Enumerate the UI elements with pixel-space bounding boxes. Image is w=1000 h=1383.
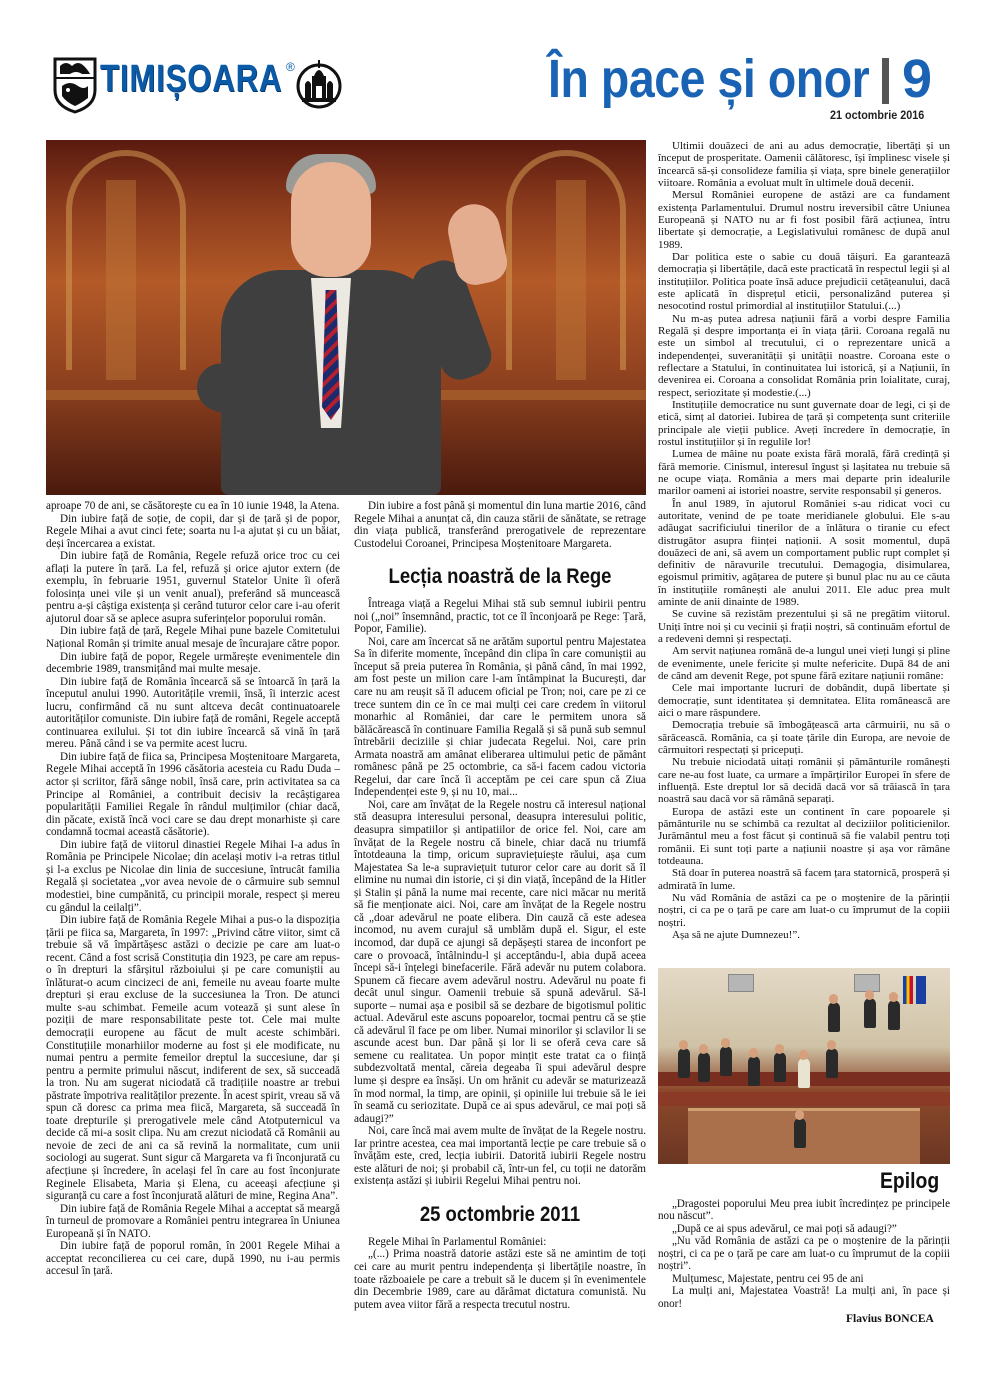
issue-date: 21 octombrie 2016 xyxy=(830,108,925,122)
section-heading-25-octombrie: 25 octombrie 2011 xyxy=(419,1202,581,1226)
title-divider xyxy=(882,58,889,104)
paragraph: Noi, care am încercat să ne arătăm suportul pentru Majestatea Sa în diferite momente, începând din clipa în care comuniștii au început să preia puterea în România, și până când, în mai 1992, am fost peste un milion care l-am întâmpinat la București, dar care nu am reușit să îl aducem oficial pe Tron; noi, care pe zi ce trece suntem din ce în ce mai mulți cei care credem în viitorul monarhic al României, dar care le permitem unora să bălăcărească în continuare Familia Regală și să pună sub semnul întrebării deciziile și chiar judecata Regelui. Noi, care prin Armata noastră am amânat eliberarea ultimului petic de pământ românesc până pe 25 octombrie, ca să-i facem cadou victoria Regelui, dar care încă îi acceptăm pe cei care spun că Ziua Independenței este 9, și nu 10, mai... xyxy=(354,635,646,799)
paragraph: Democrația trebuie să îmbogățească arta cârmuirii, nu să o sărăcească. România, ca și toate țările din Europa, are nevoie de cârmuitori respectați și pricepuți. xyxy=(658,719,950,757)
paragraph: Noi, care am învățat de la Regele nostru că interesul național stă deasupra interesului personal, deasupra interesului politic, deasupra simpatiilor și antipatiilor de orice fel. Noi, care am învățat de la Regele nostru că binele, chiar dacă nu triumfă întotdeauna la timp, oricum supraviețuiește răului, așa cum Majestatea Sa le-a supraviețuit tuturor celor care au dorit să îl elimine nu numai din istorie, ci și din viață, începând de la Hitler și Stalin și până la nume mai recente, care nici măcar nu merită să fie menționate aici. Noi, care am învățat de la Regele nostru că „doar adevărul ne poate elibera. Din cauză că este adesea incomod, nu avem curajul să umblăm după el. Sigur, el este incomod, dar după ce ajungi să depășești starea de inconfort pe care o provoacă, întâlnindu-l și acceptându-l, abia după aceea începi să-i înțelegi binefacerile. Fără adevăr nu putem colabora. Spunem că fiecare avem adevărul nostru. Adevărul nu poate fi decât unul singur. Oamenii trebuie să spună adevărul. Să-l suporte – numai așa e posibil să se dezbare de bigotismul politic actual. Adevărul este ascuns popoarelor, tocmai pentru că se știe că adevărul îl face pe om liber. Numai minorilor și sclavilor li se ascunde acest bun. Dar până și lor li se oferă ceva care să semene cu realitatea. Un popor mințit este tratat ca o ființă subdezvoltată mental, căreia degeaba îi spui adevărul despre lume și despre ea însăși. Un om hrănit cu adevăr se maturizează în mod normal, la timp, are opinii, și opiniile lui trebuie să le iei în seamă cu seriozitate. După ce ai spus adevărul, ce mai poți să adaugi?” xyxy=(354,798,646,1125)
paragraph: Din iubire față de poporul român, în 2001 Regele Mihai a acceptat reconcilierea cu cei care, după 1990, nu i-au permis accesul în țară. xyxy=(46,1240,340,1278)
speech-paragraphs xyxy=(354,1236,646,1311)
paragraph: Lumea de mâine nu poate exista fără morală, fără credință și fără memorie. Cinismul, interesul îngust și lașitatea nu trebuie să ne ocupe viața. România a mers mai departe prin idealurile marilor oameni ai istoriei noastre, servite responsabil și generos. xyxy=(658,448,950,498)
paragraph: Nu trebuie niciodată uitați românii și pământurile românești care ne-au fost luate, ca urmare a împărțirilor Europei în sfere de influență. Este dreptul lor să decidă dacă vor să trăiască în țara noastră sau dacă vor să rămână separați. xyxy=(658,756,950,806)
article-column-3 xyxy=(658,140,950,941)
paragraph: Regele Mihai în Parlamentul României: xyxy=(368,1235,547,1248)
paragraph: aproape 70 de ani, se căsătorește cu ea în 10 iunie 1948, la Atena. xyxy=(46,500,340,512)
paragraph: Nu m-aș putea adresa națiunii fără a vorbi despre Familia Regală și despre importanța ei în viața țării. Coroana regală nu este un simbol al trecutului, ci o reprezentare unică a independenței, suveranității și unității noastre. Coroana este o reflectare a Statului, în continuitatea lui istorică, și a Națiunii, în devenirea ei. Coroana a consolidat România prin loialitate, curaj, respect, seriozitate și modestie.(...) xyxy=(658,312,950,399)
section-title: În pace și onor xyxy=(548,49,870,109)
paragraph: Întreaga viață a Regelui Mihai stă sub semnul iubirii pentru noi („noi” însemnând, practic, tot ce îl înconjoară pe Rege: Țară, Popor, Familie). xyxy=(354,598,646,636)
paragraph: Din iubire față de România Regele Mihai a acceptat să meargă în turneul de promovare a României pentru integrarea în Uniunea Europeană și în NATO. xyxy=(46,1202,340,1240)
cathedral-icon xyxy=(296,54,342,114)
paragraph: „Dragostei poporului Meu prea iubit încredințez pe principele nou născut”. xyxy=(658,1198,950,1223)
paragraph: Nu văd România de astăzi ca pe o moștenire de la părinții noștri, ci ca pe o țară pe care am luat-o cu împrumut de la copiii noștri. xyxy=(658,892,950,929)
paragraph: Dar politica este o sabie cu două tăișuri. Ea garantează democrația și libertățile, dacă este practicată în respectul legii și al instituțiilor. Politica poate însă aduce prejudicii cetățeanului, dacă este aplicată în disprețul eticii, personalizând puterea și nesocotind rostul primordial al instituțiilor Statului.(...) xyxy=(658,250,950,313)
paragraph: La mulți ani, Majestatea Voastră! La mulți ani, în pace și onor! xyxy=(658,1285,950,1310)
epilog-heading: Epilog xyxy=(880,1168,940,1193)
paragraph: Instituțiile democratice nu sunt guvernate doar de legi, ci și de etică, simț al datoriei. Iubirea de țară și competența sunt criteriile principale ale vieții publice. Aveți încredere în democrație, în rostul instituțiilor și în regulile lor! xyxy=(658,398,950,448)
section-heading-lectia: Lecția noastră de la Rege xyxy=(388,565,612,589)
intro-paragraphs xyxy=(354,500,646,550)
paragraph: Din iubire față de România încearcă să se întoarcă în țară la începutul anului 1990. Autoritățile vremii, însă, îi interzic acest lucru, confirmând că nu sunt altceva decât continuatoarele autorităților comuniste. Din iubire față de români, Regele acceptă continuarea exilului. Și tot din iubire încearcă să vină în țară mereu. Până când i se va permite acest lucru. xyxy=(46,675,340,751)
author-byline: Flavius BONCEA xyxy=(846,1313,934,1325)
paragraph: „După ce ai spus adevărul, ce mai poți să adaugi?” xyxy=(672,1222,897,1235)
article-column-1 xyxy=(46,500,340,1278)
paragraph: Ultimii douăzeci de ani au adus democrație, libertăți și un început de prosperitate. Oamenii călătoresc, își împlinesc visele și încearcă să-și consolideze familia și viața, spre binele generațiilor viitoare. România a evoluat mult în ultimele două decenii. xyxy=(658,140,950,189)
paragraph: Stă doar în puterea noastră să facem țara statornică, prosperă și admirată în lume. xyxy=(658,867,950,892)
king-mihai-waving-photo xyxy=(46,140,646,495)
paragraph: Din iubire față de fiica sa, Principesa Moștenitoare Margareta, Regele Mihai acceptă în 1996 căsătoria acesteia cu Radu Duda – actor și scriitor, fără sânge nobil, însă care, prin activitatea sa ca Principe al României, a contribuit decisiv la recâștigarea popularității Familiei Regale în rândul mulțimilor (chiar dacă, din păcate, există încă voci care se dau drept monarhiste și care condamnă tocmai această căsătorie). xyxy=(46,750,340,839)
lectia-paragraphs xyxy=(354,598,646,1188)
paragraph: Europa de astăzi este un continent în care popoarele și pământurile nu se schimbă ca rezultat al deciziilor politicienilor. Jurământul meu a fost făcut și continuă să fie valabil pentru toți românii. Ei sunt toți parte a națiunii noastre și așa vor rămâne totdeauna. xyxy=(658,805,950,868)
paragraph: „(...) Prima noastră datorie astăzi este să ne amintim de toți cei care au murit pentru independența și libertățile noastre, în toate războaiele pe care a trebuit să le ducem și în evenimentele din Decembrie 1989, care au dărâmat dictatura comunistă. Nu putem avea viitor fără a respecta trecutul nostru. xyxy=(354,1248,646,1311)
paragraph: Din iubire față de țară, Regele Mihai pune bazele Comitetului Național Român și trimite anual mesaje de încurajare către popor. xyxy=(46,625,340,651)
registered-mark: ® xyxy=(286,60,295,74)
parliament-session-photo xyxy=(658,968,950,1164)
article-column-2 xyxy=(354,500,646,1311)
paragraph: Așa să ne ajute Dumnezeu!”. xyxy=(672,929,800,941)
paragraph: Din iubire față de viitorul dinastiei Regele Mihai I-a adus în România pe Principele Nicolae; din același motiv i-a retras titlul și l-a exclus pe Nicolae din linia de succesiune, întrucât familia Regală și societatea „vor avea nevoie de o cârmuire sub semnul modestiei, bine cumpănită, cu principii morale, respect și mereu cu gândul la ceilalți”. xyxy=(46,838,340,914)
paragraph: Mulțumesc, Majestate, pentru cei 95 de ani xyxy=(672,1272,864,1285)
paragraph: În anul 1989, în ajutorul României s-au ridicat voci cu autoritate, venind de pe toate meridianele globului. Ele s-au adăugat sacrificiului tinerilor de a înlătura o tiranie cu efect distrugător asupra ființei naționii. A sosit momentul, după douăzeci de ani, să avem un comportament public rupt complet și definitiv de năravurile trecutului. Demagogia, disimularea, egoismul primitiv, agățarea de putere și bunul plac nu au ce căuta în instituțiile românești ale anului 2011. Ele aduc prea mult aminte de anii dinainte de 1989. xyxy=(658,497,950,609)
paragraph: Noi, care încă mai avem multe de învățat de la Regele nostru. Iar printre acestea, cea mai importantă lecție pe care trebuie să o învățăm este, cred, lecția iubirii. Datorită iubirii Regele nostru este alături de noi; și probabil că, într-un fel, cu toții ne datorăm existența astăzi și iubirii Regelui Mihai pentru noi. xyxy=(354,1125,646,1188)
paragraph: Am servit națiunea română de-a lungul unei vieți lungi și pline de evenimente, unele fericite și multe nefericite. După 84 de ani de când am devenit Rege, pot spune fără ezitare națiunii române: xyxy=(658,645,950,683)
epilog-paragraphs xyxy=(658,1198,950,1310)
paragraph: Din iubire față de soție, de copii, dar și de țară și de popor, Regele Mihai a avut cinci fete; soarta nu l-a ajutat și cu un băiat, deși încercarea a existat. xyxy=(46,512,340,550)
page-number: 9 xyxy=(902,49,933,109)
city-coat-of-arms-icon xyxy=(52,56,98,114)
paragraph: Cele mai importante lucruri de dobândit, după libertate și democrație, sunt identitatea și demnitatea. Elita românească are aici o mare răspundere. xyxy=(658,682,950,720)
paragraph: Din iubire față de popor, Regele urmărește evenimentele din decembrie 1989, transmițând mai multe mesaje. xyxy=(46,650,340,676)
paragraph: Mersul României europene de astăzi are ca fundament existența Parlamentului. Drumul nostru ireversibil către Uniunea Europeană și NATO nu ar fi fost posibil fără acțiunea, întru libertate și democrație, a Legislativului românesc de după anul 1989. xyxy=(658,189,950,251)
masthead xyxy=(52,54,342,116)
logo-wordmark: TIMIȘOARA xyxy=(100,58,283,100)
paragraph: Din iubire a fost până și momentul din luna martie 2016, când Regele Mihai a anunțat că, din cauza stării de sănătate, se retrage din viața publică, transferând prerogativele de reprezentare Custodelui Coroanei, Principesa Moștenitoare Margareta. xyxy=(354,500,646,550)
paragraph: Se cuvine să rezistăm prezentului și să ne pregătim viitorul. Uniți între noi și cu vecinii și frații noștri, să continuăm efortul de a redeveni demni și respectați. xyxy=(658,608,950,646)
paragraph: Din iubire față de România Regele Mihai a pus-o la dispoziția țării pe fiica sa, Margareta, în 1997: „Privind către viitor, simt că trebuie să vă împărtășesc astăzi o decizie pe care am luat-o recent. Când a fost scrisă Constituția din 1923, pe care am repus-o în drepturi la sfârșitul războiului și pe care comuniștii au înlăturat-o acum cincizeci de ani, femeile nu aveau foarte multe drepturi și erau excluse de la succesiunea la Tron. De atunci multe s-au schimbat. Femeile acum votează și sunt alese în poziții de mare responsabilitate peste tot. Cele mai multe democrații europene au făcut de mult aceste schimbări. Constituțiile monarhiilor moderne au fost și ele modificate, nu numai pentru a permite femeilor dreptul la succesiune, dar și pentru a permite primului născut, indiferent de sex, să succeadă la tron. Nu am sugerat niciodată că tradițiile noastre ar trebui păstrate împotriva realităților prezente. În acest spirit, vreau să vă spun că doresc ca prima mea fiică, Margareta, să succeadă în toate drepturile și prerogativele mele când Atotputernicul va decide că mi-a sosit clipa. Nu am crezut niciodată că Românii au nevoie de zeci de ani ca să revină la normalitate, cum unii sociologi au sugerat. Sunt sigur că Margareta va fi înconjurată cu afecțiune și încredere, în același fel în care au fost înconjurate Reginele Elisabeta, Maria și Elena, cu aceeași afecțiune și siguranță cu care a fost înconjurată alături de mine, Regina Ana”. xyxy=(46,914,340,1203)
paragraph: Din iubire față de România, Regele refuză orice troc cu cei aflați la putere în țară. La fel, refuză și orice ajutor extern (de exemplu, în februarie 1951, guvernul Statelor Unite îi oferă folosința unei vile și un venit anual), preferând să muncească pentru a-și câștiga existența și cerând tuturor celor care i-au oferit ajutorul doar să se aplece asupra suferințelor poporului român. xyxy=(46,550,340,625)
paragraph: „Nu văd România de astăzi ca pe o moștenire de la părinții noștri, ci ca pe o țară pe care am luat-o cu împrumut de la copiii noștri”. xyxy=(658,1235,950,1273)
